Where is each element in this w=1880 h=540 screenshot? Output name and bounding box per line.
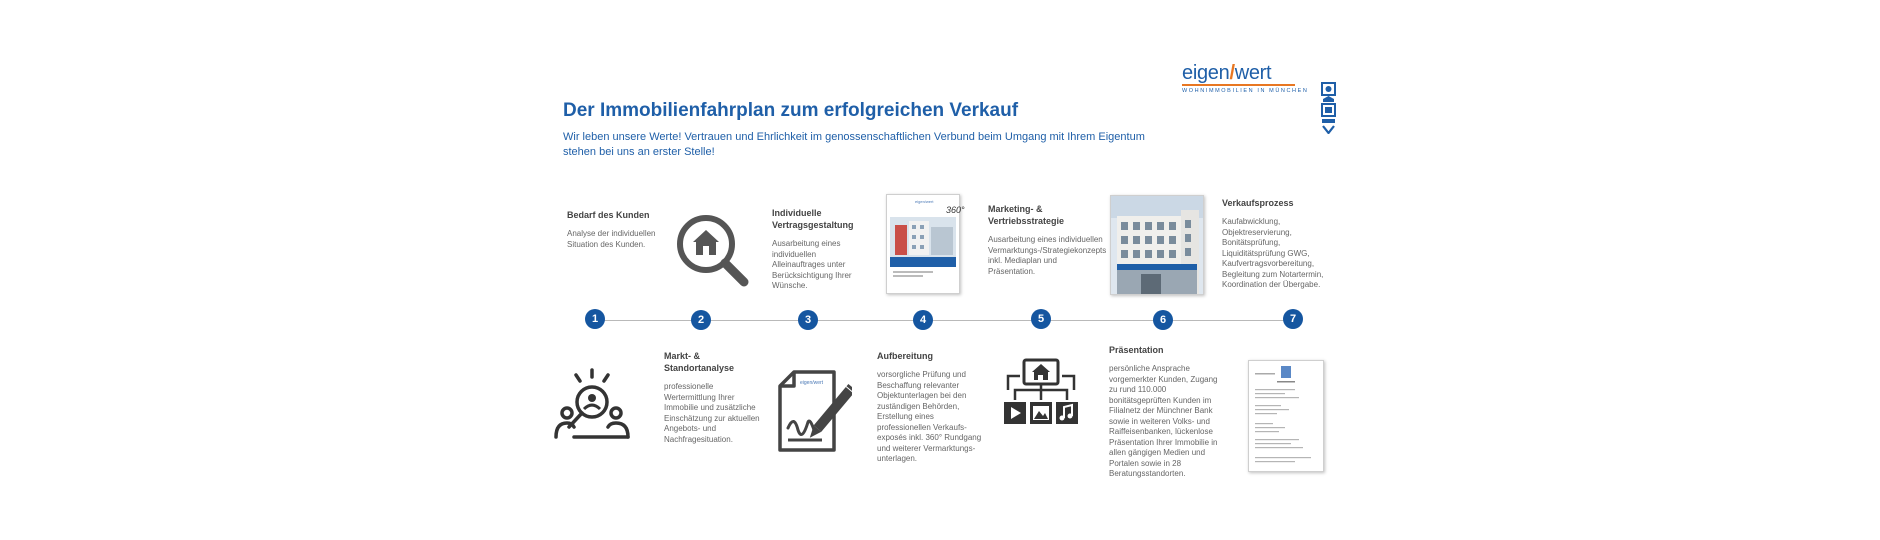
logo-part1: eigen: [1182, 62, 1230, 84]
step-7-text: [1222, 197, 1334, 291]
bank-emblem-icon: [1321, 82, 1337, 139]
step-3-heading: Individuelle Vertragsgestaltung: [772, 208, 854, 230]
step-7-description: Kaufabwicklung, Objektreservierung, Bonitätsprüfung, Liquiditätsprüfung GWG, Kaufvertragsvorbereitung, Begleitung zum Notartermin, Koordination der Übergabe.: [1222, 217, 1324, 289]
eigenwert-logo[interactable]: [1182, 62, 1308, 94]
step-4-description: vorsorgliche Prüfung und Beschaffung relevanter Objektunterlagen bei den zuständigen Behörden, Erstellung eines professionellen Verkaufs-exposés inkl. 360° Rundgang und weiterer Vermarktungs-unterlagen.: [877, 370, 982, 463]
step-1-marker[interactable]: 1: [585, 309, 605, 329]
page-title: Der Immobilienfahrplan zum erfolgreichen Verkauf: [563, 100, 1019, 121]
step-6-heading: Präsentation: [1109, 345, 1164, 355]
step-3-description: Ausarbeitung eines individuellen Alleinauftrages unter Berücksichtigung Ihrer Wünsche.: [772, 239, 852, 290]
step-6-description: persönliche Ansprache vorgemerkter Kunden, Zugang zu rund 110.000 bonitätsgeprüften Kunden im Filialnetz der Münchner Bank sowie in weiteren Volks- und Raiffeisenbanken, lückenlose Präsentation Ihrer Immobilie in allen gängigen Medien und Portalen sowie in 28 Beratungsstandorten.: [1109, 364, 1218, 478]
step-6-text: [1109, 344, 1221, 480]
logo-tagline: WOHNIMMOBILIEN IN MÜNCHEN: [1182, 88, 1309, 94]
user-analysis-icon: [552, 367, 632, 452]
step-2-description: professionelle Wertermittlung Ihrer Immobilie und zusätzliche Einschätzung zur aktuellen Angebots- und Nachfragesituation.: [664, 382, 760, 444]
step-5-text: [988, 203, 1107, 277]
contract-document-icon: [1248, 360, 1324, 472]
step-4-heading: Aufbereitung: [877, 351, 933, 361]
rundgang-360-badge: 360°: [946, 205, 965, 215]
step-2-heading: Markt- & Standortanalyse: [664, 351, 735, 373]
media-network-icon: [1002, 358, 1080, 431]
step-5-marker[interactable]: 5: [1031, 309, 1051, 329]
step-1-heading: Bedarf des Kunden: [567, 210, 650, 220]
logo-part2: wert: [1234, 62, 1272, 84]
step-5-description: Ausarbeitung eines individuellen Vermarktungs-/Strategiekonzepts inkl. Mediaplan und Präsentation.: [988, 235, 1107, 276]
step-3-text: [772, 207, 864, 292]
step-2-text: [664, 350, 760, 445]
contract-signing-icon: [776, 370, 852, 459]
house-magnifier-icon: [674, 212, 750, 293]
step-4-text: [877, 350, 987, 465]
svg-text:eigen/wert: eigen/wert: [800, 380, 824, 386]
step-4-marker[interactable]: 4: [913, 310, 933, 330]
logo-slash: /: [1229, 62, 1235, 84]
step-3-marker[interactable]: 3: [798, 310, 818, 330]
step-5-heading: Marketing- & Vertriebsstrategie: [988, 204, 1065, 226]
logo-wordmark: [1182, 62, 1308, 85]
step-1-text: [567, 209, 677, 250]
page-subtitle: Wir leben unsere Werte! Vertrauen und Ehrlichkeit im genossenschaftlichen Verbund beim Umgang mit Ihrem Eigentum stehen bei uns an erster Stelle!: [563, 131, 1145, 158]
step-7-marker[interactable]: 7: [1283, 309, 1303, 329]
step-6-marker[interactable]: 6: [1153, 310, 1173, 330]
step-1-description: Analyse der individuellen Situation des Kunden.: [567, 229, 656, 249]
step-2-marker[interactable]: 2: [691, 310, 711, 330]
step-7-heading: Verkaufsprozess: [1222, 198, 1294, 208]
bank-building-photo: [1110, 195, 1204, 295]
svg-text:eigen/wert: eigen/wert: [915, 199, 934, 204]
logo-underline: [1182, 84, 1295, 87]
